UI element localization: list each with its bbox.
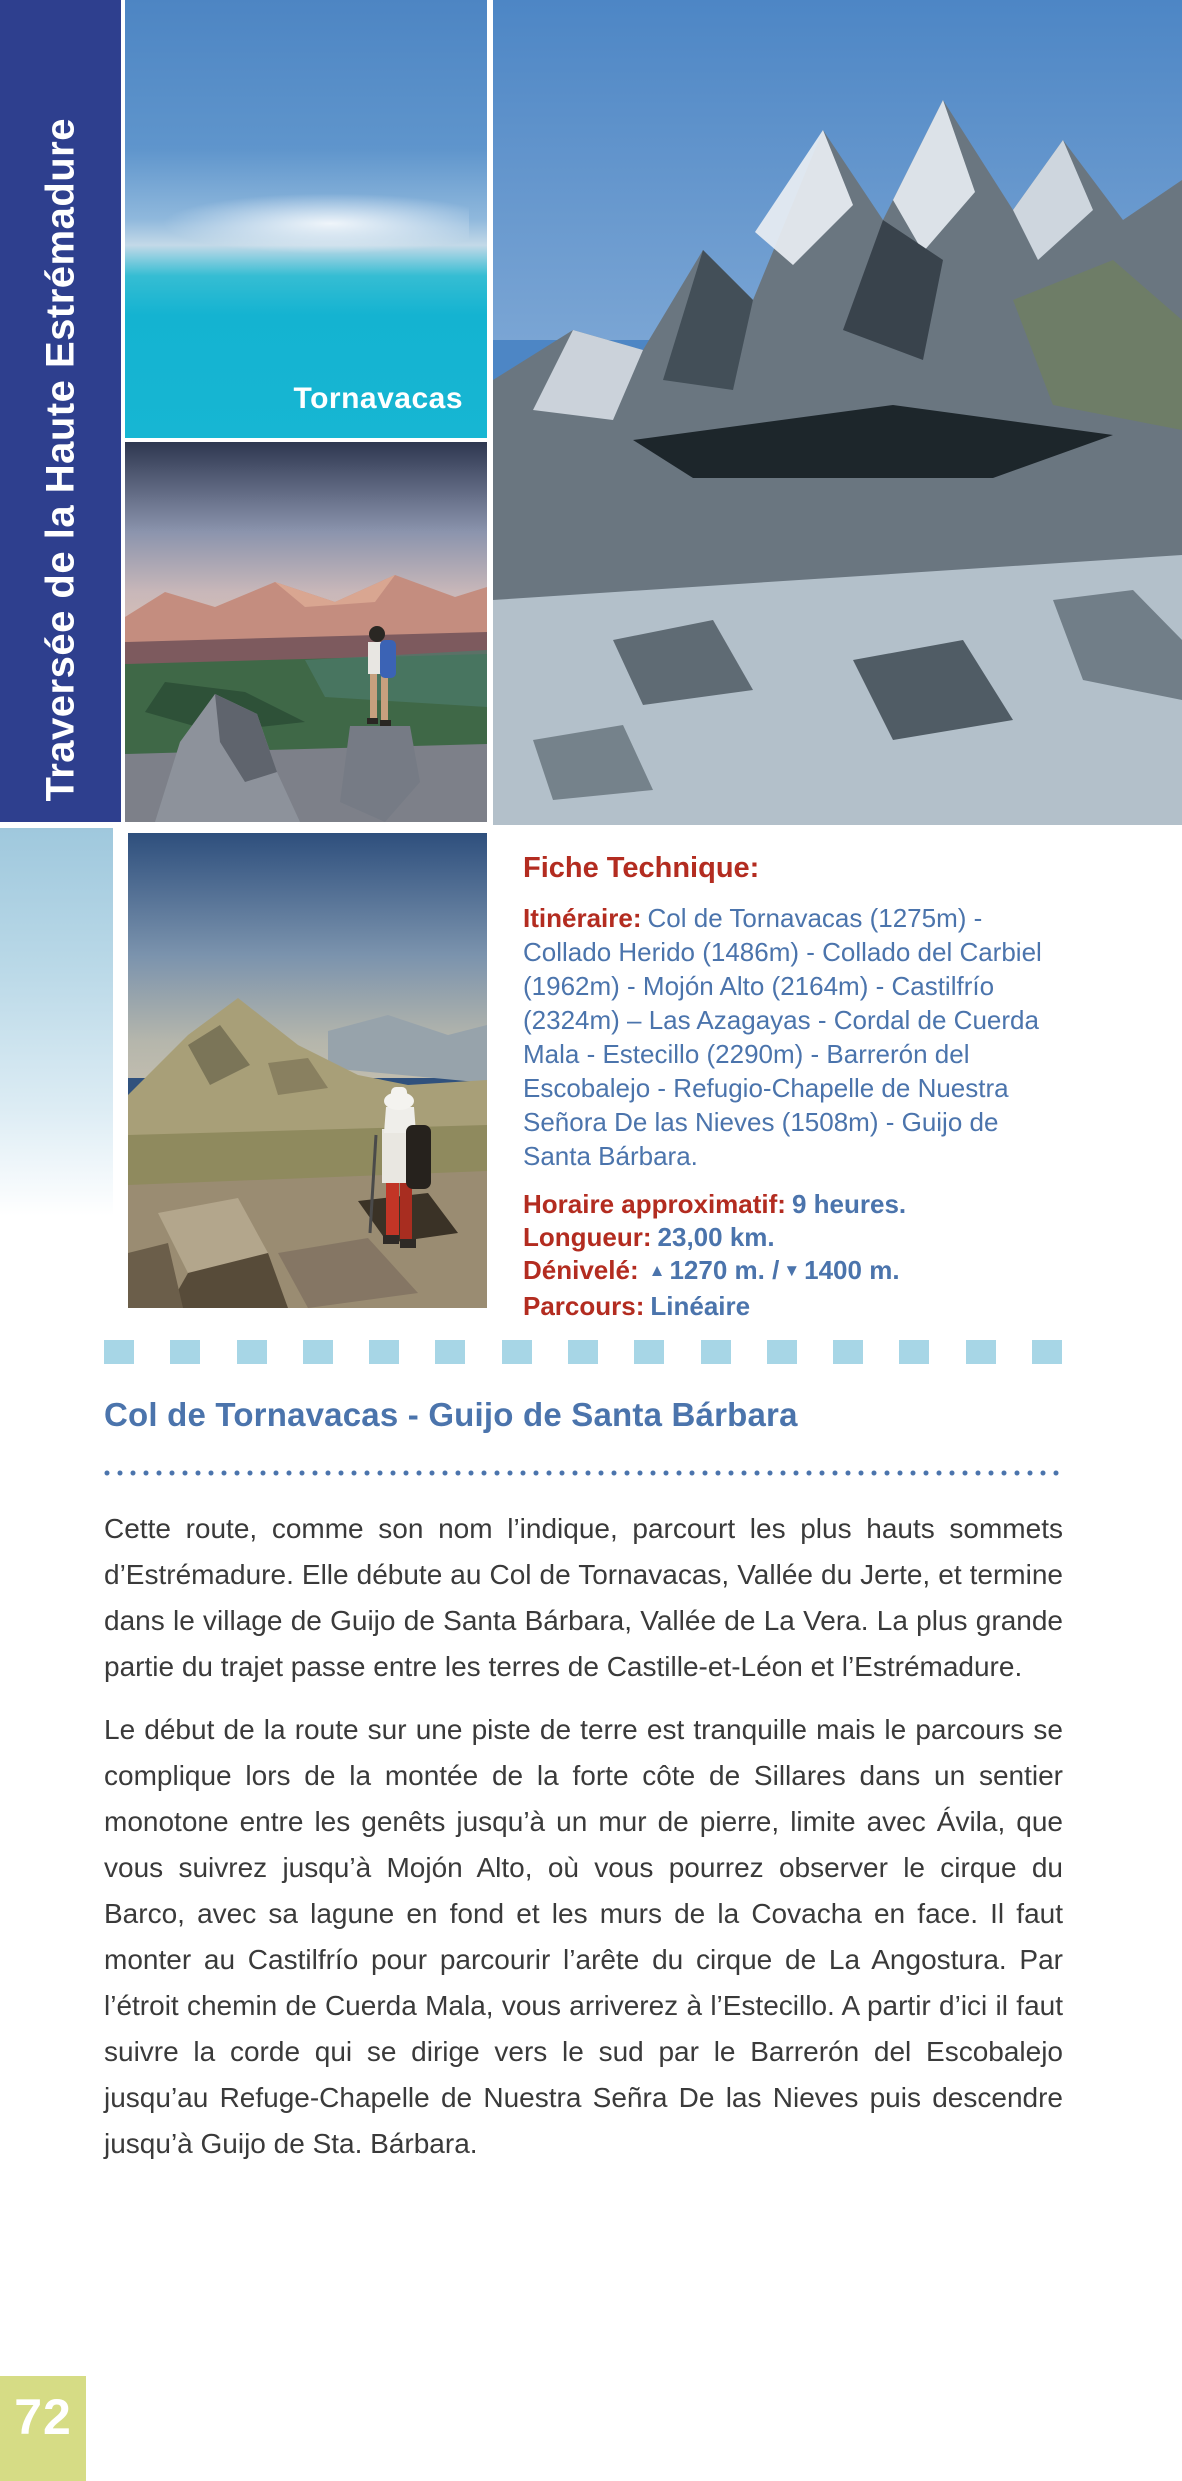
length-row	[523, 1221, 1071, 1254]
length-label: Longueur:	[523, 1222, 652, 1252]
dashed-separator	[104, 1340, 1062, 1364]
itinerary-text: Col de Tornavacas (1275m) - Collado Herido (1486m) - Collado del Carbiel (1962m) - Mojón Alto (2164m) - Castilfrío (2324m) – Las Azagayas - Cordal de Cuerda Mala - Estecillo (2290m) - Barrerón del Escobalejo - Refugio-Chapelle de Nuestra Señora De las Nieves (1508m) - Guijo de Santa Bárbara.	[523, 903, 1042, 1171]
separator-square	[237, 1340, 267, 1364]
ascent-value: 1270 m.	[669, 1255, 765, 1285]
elevation-label: Dénivelé:	[523, 1255, 639, 1285]
separator-square	[899, 1340, 929, 1364]
elevation-row	[523, 1254, 1071, 1290]
itinerary	[523, 901, 1071, 1173]
main-mountains-illustration	[493, 0, 1182, 825]
separator-square	[104, 1340, 134, 1364]
route-description	[104, 1506, 1063, 2184]
separator-square	[1032, 1340, 1062, 1364]
separator-square	[634, 1340, 664, 1364]
dusk-mountains-illustration	[125, 442, 487, 822]
duration-row	[523, 1188, 1071, 1221]
chapter-title: Traversée de la Haute Estrémadure	[38, 118, 82, 802]
dotted-divider	[104, 1469, 1064, 1477]
separator-square	[701, 1340, 731, 1364]
elevation-separator: /	[772, 1255, 780, 1285]
separator-square	[502, 1340, 532, 1364]
route-paragraph-1: Cette route, comme son nom l’indique, parcourt les plus hauts sommets d’Estrémadure. Elle débute au Col de Tornavacas, Vallée du Jerte, et termine dans le village de Guijo de Santa Bárbara, Vallée de La Vera. La plus grande partie du trajet passe entre les terres de Castille-et-Léon et l’Estrémadure.	[104, 1513, 1063, 1682]
fiche-technique	[523, 852, 1071, 1323]
descent-value: 1400 m.	[804, 1255, 900, 1285]
separator-square	[170, 1340, 200, 1364]
route-heading: Col de Tornavacas - Guijo de Santa Bárbara	[104, 1396, 798, 1433]
course-value: Linéaire	[650, 1291, 751, 1321]
separator-square	[833, 1340, 863, 1364]
duration-value: 9 heures.	[791, 1189, 907, 1219]
left-gradient-strip	[0, 828, 113, 1216]
photo-main-mountains	[493, 0, 1182, 825]
descent-icon: ▼	[783, 1261, 801, 1280]
itinerary-label: Itinéraire:	[523, 903, 642, 933]
photo-label-tornavacas: Tornavacas	[293, 382, 463, 415]
separator-square	[303, 1340, 333, 1364]
photo-dusk-mountains	[125, 442, 487, 822]
hiker-summit-illustration	[128, 833, 487, 1308]
duration-label: Horaire approximatif:	[523, 1189, 786, 1219]
page-number-box	[0, 2376, 86, 2481]
photo-tornavacas-sky	[125, 0, 487, 438]
separator-square	[369, 1340, 399, 1364]
ascent-icon: ▲	[648, 1261, 666, 1280]
course-label: Parcours:	[523, 1291, 645, 1321]
course-row	[523, 1290, 1071, 1323]
separator-square	[966, 1340, 996, 1364]
length-value: 23,00 km.	[657, 1222, 775, 1252]
fiche-title: Fiche Technique:	[523, 852, 760, 884]
separator-square	[767, 1340, 797, 1364]
route-paragraph-2: Le début de la route sur une piste de terre est tranquille mais le parcours se complique lors de la montée de la forte côte de Sillares dans un sentier monotone entre les genêts jusqu’à un mur de pierre, limite avec Ávila, que vous suivrez jusqu’à Mojón Alto, où vous pourrez observer le cirque du Barco, avec sa lagune en fond et les murs de la Covacha en face. Il faut monter au Castilfrío pour parcourir l’arête du cirque de La Angostura. Par l’étroit chemin de Cuerda Mala, vous arriverez à l’Estecillo. A partir d’ici il faut suivre la corde qui se dirige vers le sud par le Barrerón del Escobalejo jusqu’au Refuge-Chapelle de Nuestra Señra De las Nieves puis descendre jusqu’à Guijo de Sta. Bárbara.	[104, 1714, 1063, 2159]
chapter-banner	[0, 0, 121, 822]
page-number: 72	[14, 2389, 72, 2445]
separator-square	[568, 1340, 598, 1364]
photo-hiker-summit	[128, 833, 487, 1308]
separator-square	[435, 1340, 465, 1364]
